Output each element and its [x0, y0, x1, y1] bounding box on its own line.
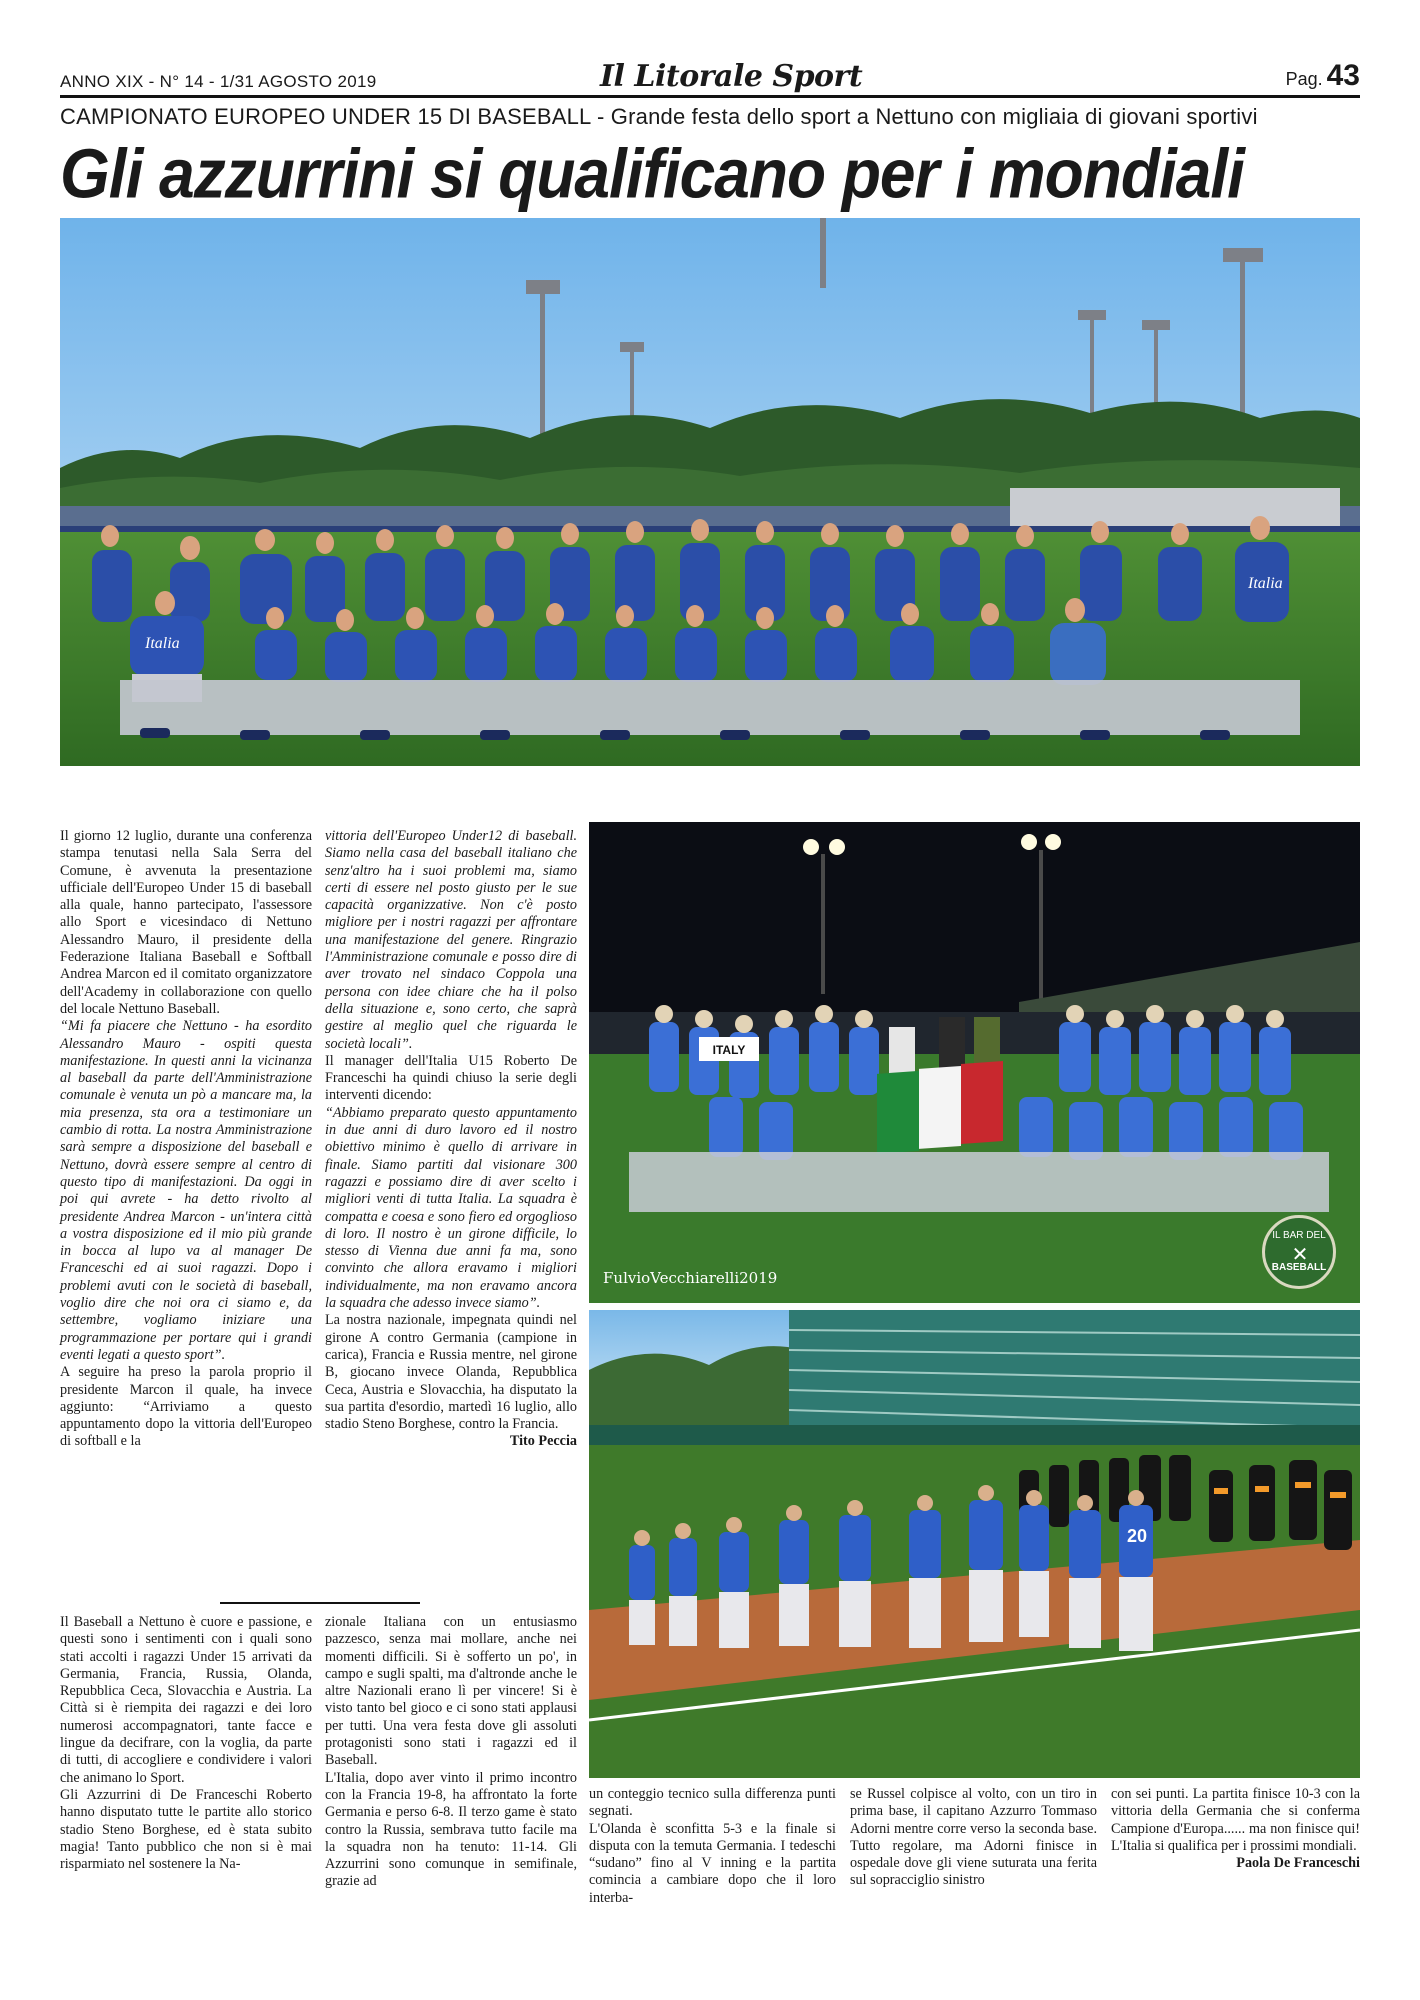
issue-info: ANNO XIX - N° 14 - 1/31 AGOSTO 2019: [60, 72, 377, 91]
masthead: Il Litorale Sport: [600, 59, 863, 94]
bar-del-baseball-logo: IL BAR DEL ✕ BASEBALL: [1262, 1215, 1336, 1289]
paragraph: un conteggio tecnico sulla differenza punti segnati.: [589, 1786, 836, 1820]
paragraph: se Russel colpisce al volto, con un tiro in prima base, il capitano Azzurro Tommaso Adorni mentre corre verso la seconda base. Tutto regolare, ma Adorni finisce in ospedale dove gli viene suturata una ferita sul sopracciglio sinistro: [850, 1786, 1097, 1889]
paragraph: con sei punti. La partita finisce 10-3 con la vittoria della Germania che si conferma Campione d'Europa...... ma non finisce qui! L'Italia si qualifica per i prossimi mondiali.: [1111, 1786, 1360, 1854]
paragraph: L'Olanda è sconfitta 5-3 e la finale si disputa con la temuta Germania. I tedeschi “sudano” fino al V inning e la partita comincia a cambiare dopo che il loro interba-: [589, 1820, 836, 1906]
ceremony-night-photo: [589, 822, 1360, 1303]
paragraph: Il Baseball a Nettuno è cuore e passione, e questi sono i sentimenti con i quali sono stati accolti i ragazzi Under 15 arrivati da Germania, Francia, Russia, Olanda, Repubblica Ceca, Slovacchia e Austria. La Città si è riempita dei ragazzi e dei loro numerosi accompagnatori, tante facce e lingue da decifrare, con la voglia, da parte di tutti, di accogliere e condividere i valori che animano lo Sport.: [60, 1614, 312, 1786]
paragraph: L'Italia, dopo aver vinto il primo incontro con la Francia 19-8, ha affrontato la forte Germania e perso 6-8. Il terzo game è stato contro la Russia, sembrava tutto facile ma la squadra non ha tenuto: 11-14. Gli Azzurrini sono comunque in semifinale, grazie ad: [325, 1769, 577, 1890]
page-number: Pag. 43: [1285, 59, 1360, 92]
article2-column-2: [325, 1614, 577, 1891]
paragraph: Il manager dell'Italia U15 Roberto De Franceschi ha quindi chiuso la serie degli interventi dicendo:: [325, 1052, 577, 1104]
photo-credit: FulvioVecchiarelli2019: [603, 1269, 778, 1287]
team-jersey-text: Italia: [1248, 575, 1283, 592]
handshake-game-photo: [589, 1310, 1360, 1778]
paragraph: “Abbiamo preparato questo appuntamento in due anni di duro lavoro ed il nostro obiettivo minimo è quello di arrivare in finale. Siamo partiti dal visionare 300 ragazzi e possiamo dire di aver scelto i migliori venti di tutta Italia. La squadra è compatta e coesa e sono fiero ed orgoglioso di loro. Il nostro è un girone difficile, lo stesso di Vienna due anni fa ma, sono convinto che allora eravamo i migliori individualmente, ma non eravamo ancora la squadra che adesso invece siamo”.: [325, 1104, 577, 1312]
article2-column-1: [60, 1614, 312, 1873]
article2-column-4: [850, 1786, 1097, 1890]
paragraph: Gli Azzurrini di De Franceschi Roberto hanno disputato tutte le partite allo storico stadio Steno Borghese, ed è stata subito magia! Tanto pubblico che non si è mai risparmiato nel sostenere la Na-: [60, 1786, 312, 1873]
coach-jersey-text: Italia: [145, 635, 180, 652]
paragraph: A seguire ha preso la parola proprio il presidente Marcon il quale, ha invece aggiunto: “Arriviamo a questo appuntamento dopo la vittoria dell'Europeo di softball e la: [60, 1364, 312, 1450]
team-photo: [60, 218, 1360, 766]
headline: Gli azzurrini si qualificano per i mondiali: [60, 135, 1244, 213]
article1-column-1: [60, 828, 312, 1451]
article1-column-2: [325, 828, 577, 1451]
player-number: 20: [1127, 1526, 1148, 1546]
paragraph: “Mi fa piacere che Nettuno - ha esordito Alessandro Mauro - ospiti questa manifestazione. In questi anni la vicinanza al baseball da parte dell'Amministrazione comunale è venuta un pò a mancare ma, la mia presenza, sta ora a testimoniare un cambio di rotta. La nostra Amministrazione sarà sempre a disposizione del baseball e Nettuno, dovrà essere sempre al centro di questo tipo di manifestazioni. Da oggi in poi qui avrete - ha detto rivolto al presidente Andrea Marcon - un'intera città a vostra disposizione ed il mio più grande in bocca al lupo va al manager De Franceschi ed ai suoi ragazzi. Dopo i problemi avuti con le società di baseball, voglio dire che noi ora ci siamo e, da settembre, vogliamo iniziare una programmazione per portare qui i grandi eventi legati a questo sport”.: [60, 1018, 312, 1363]
article2-column-5: [1111, 1786, 1360, 1872]
article2-column-3: [589, 1786, 836, 1907]
paragraph: La nostra nazionale, impegnata quindi nel girone A contro Germania (campione in carica), Francia e Russia mentre, nel girone B, giocano invece Olanda, Repubblica Ceca, Austria e Slovacchia, ha disputato la sua partita d'esordio, martedì 16 luglio, allo stadio Steno Borghese, contro la Francia.: [325, 1312, 577, 1433]
paragraph: Il giorno 12 luglio, durante una conferenza stampa tenutasi nella Sala Serra del Comune, è avvenuta la presentazione ufficiale dell'Europeo Under 15 di baseball alla quale, hanno partecipato, l'assessore allo Sport e vicesindaco di Nettuno Alessandro Mauro, il presidente della Federazione Italiana Baseball e Softball Andrea Marcon ed il comitato organizzatore dell'Academy in collaborazione con quello del locale Nettuno Baseball.: [60, 828, 312, 1017]
paragraph: zionale Italiana con un entusiasmo pazzesco, senza mai mollare, anche nei momenti difficili. Si è sofferto un po', in campo e sugli spalti, ma d'altronde anche le altre Nazionali erano lì per vincere! Si è visto tanto bel gioco e ci sono stati applausi per tutti. Una vera festa dove gli assoluti protagonisti sono stati i ragazzi ed il Baseball.: [325, 1614, 577, 1769]
italy-sign: ITALY: [712, 1043, 746, 1057]
author-signature: Tito Peccia: [509, 1433, 577, 1450]
kicker: CAMPIONATO EUROPEO UNDER 15 DI BASEBALL - Grande festa dello sport a Nettuno con migliaia di giovani sportivi: [60, 104, 1258, 129]
paragraph: vittoria dell'Europeo Under12 di baseball. Siamo nella casa del baseball italiano che senz'altro ha i suoi problemi ma, siamo certi di essere nel posto giusto per le sue capacità organizzative. Non c'è posto migliore per i nostri ragazzi per affrontare una manifestazione del genere. Ringrazio l'Amministrazione comunale e posso dire di aver trovato nel sindaco Coppola una persona con idee chiare che ha il polso della situazione e, sono certo, che saprà gestire al meglio quel che riguarda le società locali”.: [325, 828, 577, 1052]
crossed-bats-icon: ✕: [1291, 1244, 1309, 1266]
article-divider: [220, 1602, 420, 1604]
page-header: [60, 58, 1360, 98]
author-signature: Paola De Franceschi: [1236, 1855, 1360, 1872]
